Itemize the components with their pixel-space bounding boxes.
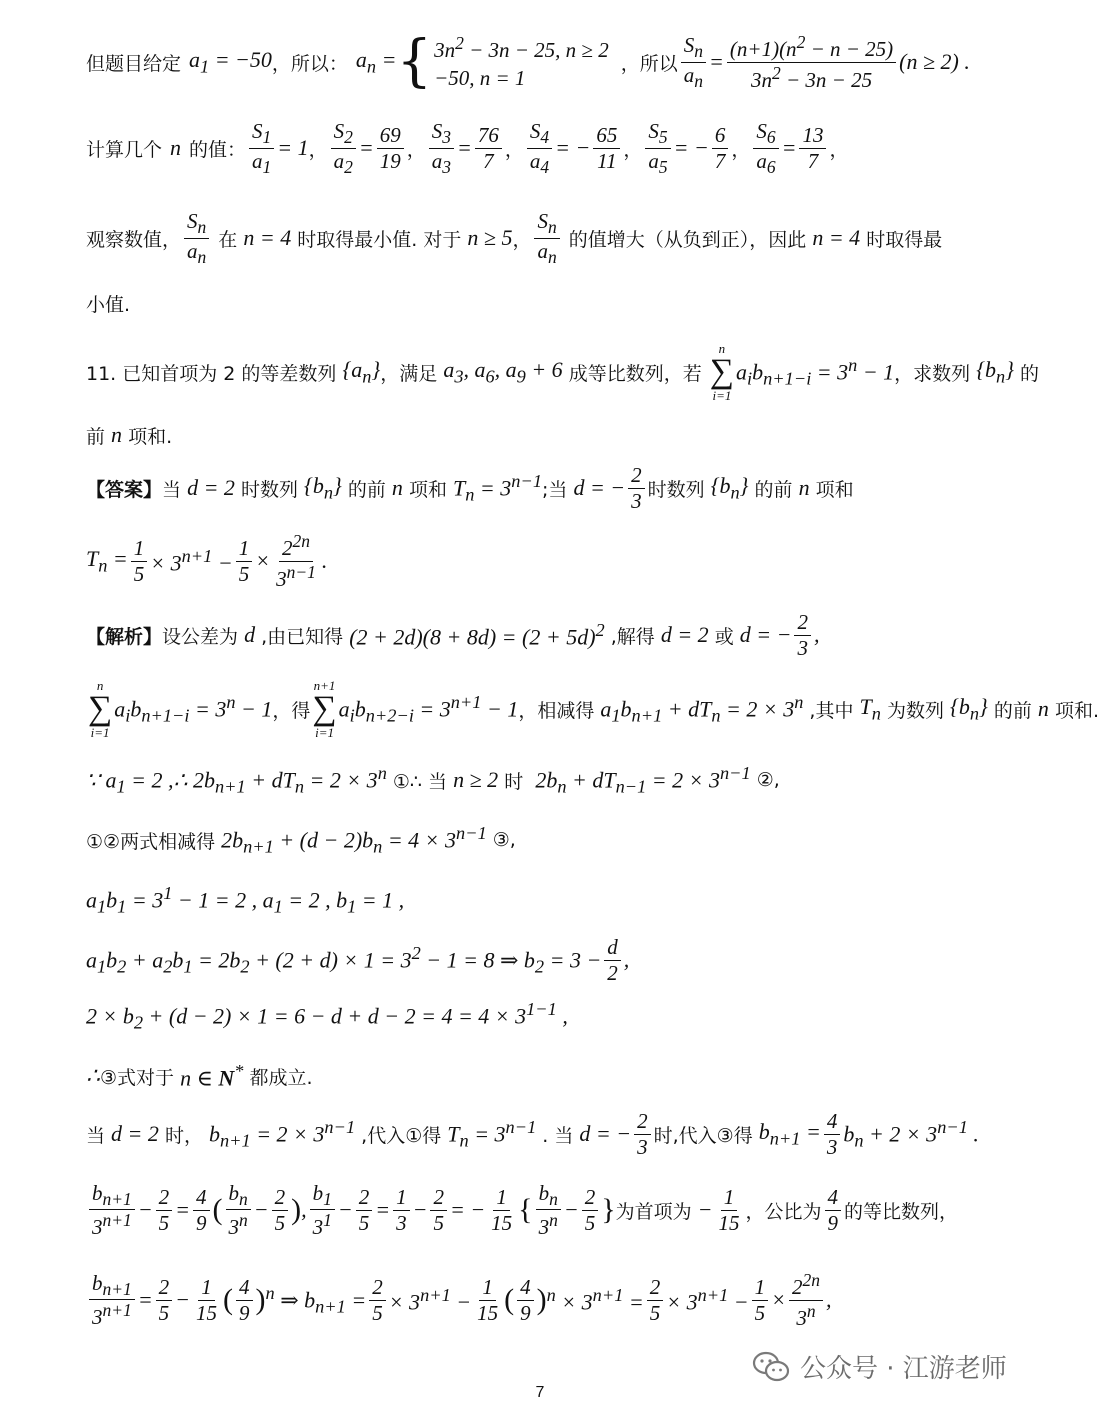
text-line-2: 计算几个 n 的值： $\frac{S_1}{a_1}$ = 1 ， $\frac{S_2}{a_2}$ = $\frac{69}{19}$ ， $\frac{S_3}{a_3}$ = $\frac{76}{7}$ ， $\frac{S_4}{a_4}$ = − $\frac{65}{11}$ ， $\frac{S_5}{a_5}$ = − $\frac{6}{7}$ ， $\frac{S_6}{a_6}$ = $\frac{13}{7}$ ，	[86, 119, 849, 177]
page-number: 7	[535, 1384, 545, 1401]
analysis-line-3: ∵ $a_1 = 2$ ,∴ $2b_{n+1} + dT_n = 2 \times 3^n$ ①∴ 当 n ≥ 2 时 $2b_n + dT_{n-1} = 2 \times 3^{n-1}$ ②,	[86, 762, 780, 797]
analysis-line-7: $2 \times b_2 + (d - 2) \times 1 = 6 - d + d - 2 = 4 = 4 \times 3^{1-1}$ ,	[86, 998, 568, 1033]
watermark-text: 公众号 · 江游老师	[800, 1354, 1007, 1384]
analysis-line-2: n ∑ i=1 $a_ib_{n+1-i} = 3^n - 1$ ，得 n+1 ∑ i=1 $a_ib_{n+2-i} = 3^{n+1} - 1$ ，相减得 $a_1b_{n+1} + dT_n = 2 \times 3^n$ ,其中 $T_n$ 为数列 $\{b_n\}$ 的前 n 项和.	[88, 678, 1099, 740]
answer-formula: $T_n$ = $\frac{1}{5}$ × $3^{n+1}$ − $\frac{1}{5}$ × $\frac{2^{2n}}{3^{n-1}}$ .	[86, 531, 328, 591]
analysis-line-8: ∴ ③式对于 n ∈ N* 都成立.	[86, 1060, 313, 1091]
analysis-line-5: $a_1b_1 = 3^1 - 1 = 2$ , $a_1 = 2$ , $b_1 = 1$ ,	[86, 882, 405, 917]
analysis-line-1: 【解析】 设公差为 d ,由已知得 $(2 + 2d)(8 + 8d) = (2 + 5d)^2$ ,解得 d = 2 或 d = − $\frac{2}{3}$ ,	[86, 610, 820, 660]
answer-line: 【答案】 当 d = 2 时数列 $\{b_n\}$ 的前 n 项和 $T_n = 3^{n-1}$ ;当 d = − $\frac{2}{3}$ 时数列 $\{b_n\}$ 的前 n 项和	[86, 463, 854, 513]
analysis-line-10: $\frac{b_{n+1}}{3^{n+1}}$ − $\frac{2}{5}$ = $\frac{4}{9}$ ( $\frac{b_n}{3^n}$ − $\frac{2}{5}$ ) , $\frac{b_1}{3^1}$ − $\frac{2}{5}$ = $\frac{1}{3}$ − $\frac{2}{5}$ = − $\frac{1}{15}$ { $\frac{b_n}{3^n}$ − $\frac{2}{5}$ } 为首项为 − $\frac{1}{15}$ ，公比为 $\frac{4}{9}$ 的等比数列，	[86, 1178, 958, 1242]
text-line-3: 观察数值， $\frac{S_n}{a_n}$ 在 n = 4 时取得最小值. 对于 n ≥ 5 ， $\frac{S_n}{a_n}$ 的值增大（从负到正），因此 n = 4 时取得最	[86, 209, 943, 267]
analysis-line-9: 当 d = 2 时， $b_{n+1} = 2 \times 3^{n-1}$ ,代入①得 $T_n = 3^{n-1}$ . 当 d = − $\frac{2}{3}$ 时,代入③得 $b_{n+1}$ = $\frac{4}{3}$ $b_n + 2 \times 3^{n-1}$ .	[86, 1109, 979, 1159]
analysis-line-6: $a_1b_2 + a_2b_1 = 2b_2 + (2 + d) \times 1 = 3^2 - 1 = 8$ ⇒ $b_2 = 3$ − $\frac{d}{2}$ ,	[86, 935, 630, 985]
text-line-6: 前 n 项和.	[86, 422, 173, 448]
analysis-line-4: ①②两式相减得 $2b_{n+1} + (d - 2)b_n = 4 \times 3^{n-1}$ ③,	[86, 822, 516, 857]
text-line-4: 小值.	[86, 293, 131, 316]
text-line-1: 但题目给定 $a_1 = -50$ ，所以： $a_n$ = { $3n^2 - 3n - 25$, n ≥ 2 −50, n = 1 ，所以 $\frac{S_n}{a_n}$ = $\frac{(n+1)(n^2 - n - 25)}{3n^2 - 3n - 25}$ (n ≥ 2) .	[86, 29, 970, 94]
watermark	[752, 1348, 1007, 1385]
analysis-line-11: $\frac{b_{n+1}}{3^{n+1}}$ = $\frac{2}{5}$ − $\frac{1}{15}$ ( $\frac{4}{9}$ ) $^n$ ⇒ $b_{n+1}$ = $\frac{2}{5}$ × $3^{n+1}$ − $\frac{1}{15}$ ( $\frac{4}{9}$ ) $^n \times 3^{n+1}$ = $\frac{2}{5}$ × $3^{n+1}$ − $\frac{1}{5}$ × $\frac{2^{2n}}{3^n}$ ,	[86, 1268, 832, 1332]
text-line-5: 11. 已知首项为 2 的等差数列 $\{a_n\}$ ，满足 $a_3$, $a_6$, $a_9 + 6$ 成等比数列，若 n ∑ i=1 $a_ib_{n+1-i} = 3^n - 1$ ，求数列 $\{b_n\}$ 的	[86, 341, 1040, 403]
wechat-icon	[752, 1350, 790, 1384]
